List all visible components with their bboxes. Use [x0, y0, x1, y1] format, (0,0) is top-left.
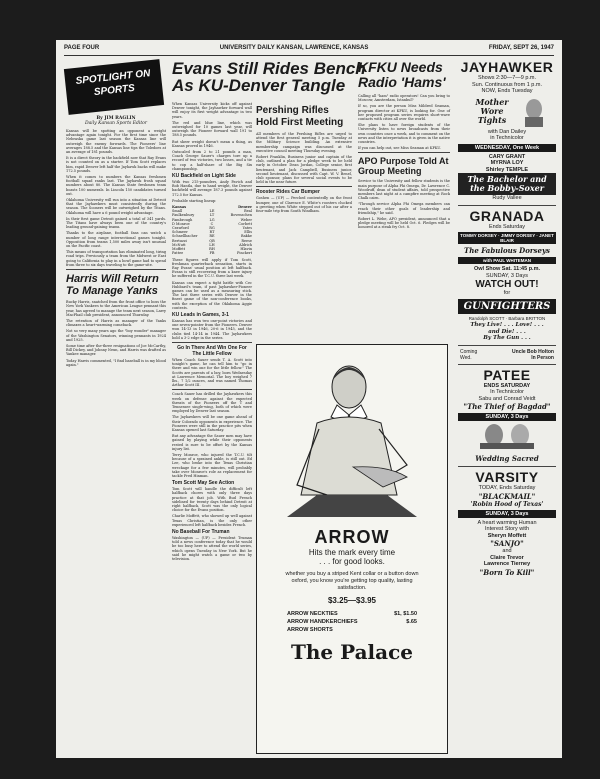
- lineup-cell: D Monroe: [172, 221, 190, 226]
- ad-tagline: Hits the mark every time: [308, 548, 396, 557]
- ad-item: ARROW NECKTIES $1, $1.50: [287, 611, 417, 617]
- promo-line: Interest Story with: [484, 526, 530, 532]
- spotlight-logo: SPOTLIGHT ON SPORTS: [64, 59, 164, 115]
- lineup-cell: Aldrich: [239, 242, 252, 247]
- divider: [458, 205, 556, 206]
- middle-column: [256, 102, 352, 215]
- paragraph: With two 215-pounders, Andy Pavich and Bob Hantla, due to hand weight, the Denver backfield will average 187.3 pounds against 172.5 for Kansas.: [172, 180, 252, 197]
- paragraph: Thanks to the airplane, football fans can watch a number of long range intersectional games tonight. Opposition from teams 1,500 miles away isn't unusual on the Pacific coast.: [66, 231, 166, 249]
- coming-title: Uncle Bob Holton: [512, 348, 554, 355]
- coming-label: Wed.: [460, 354, 472, 361]
- paragraph: This means of transportation has eliminated long, tiring road trips. Previously a team from the Midwest or East going to California to play in a bowl game had to spend from three to six days traveling to the game-site.: [66, 250, 166, 267]
- schedule-line: SUNDAY, 3 Days: [486, 272, 528, 279]
- paragraph: Oklahoma University will run into a situation at Detroit that the Jayhawkers must consistently during the season. The Sooners will be outweighed by the Titans. Oklahoma will have a 6 pound weight advantage.: [66, 198, 166, 215]
- schedule-line: Sun. Continuous from 1 p.m.: [471, 81, 542, 88]
- day-bar: SUNDAY, 3 Days: [458, 413, 556, 421]
- paragraph: If you can help out, see Miss Seaman at KFKU.: [358, 146, 442, 151]
- schedule-line: Sabu and Conrad Veidt: [478, 395, 536, 402]
- headline-kfku: KFKU Needs Radio 'Hams': [358, 59, 446, 90]
- theater-granada: GRANADA: [469, 207, 545, 224]
- lineup-cell: QB: [209, 238, 215, 243]
- ad-tagline-2: . . . for good looks.: [319, 557, 385, 566]
- lineup-cell: Bovenschen: [230, 213, 252, 218]
- paragraph: In their first game Detroit gained a total of 341 yards. The Titans have always been one of the country's leading ground-gaining teams.: [66, 216, 166, 230]
- paragraph: Goshen — (UP) — Perched contentedly on the front bumper, one of Clarence E. White's roosters clucked a greeting when White stepped out of his car after a four-mile trip from South Windham.: [256, 196, 352, 214]
- headline-apo: APO Purpose Told At Group Meeting: [358, 156, 449, 177]
- lineup-cell: Weber: [240, 217, 252, 222]
- paragraph: Bucky Harris, snatched from the front office to boss the New York Yankees to the American League pennant this year, has agreed to manage the team next season, Larry MacPhail club president, announced Thursday.: [66, 300, 166, 317]
- headline-harris: Harris Will Return To Manage Yanks: [66, 273, 159, 298]
- lineup-cell: Pinckert: [237, 251, 252, 256]
- newspaper-page: [56, 40, 562, 758]
- theater-patee: PATEE: [483, 366, 531, 383]
- evans-story-head: [172, 60, 372, 98]
- page-number: PAGE FOUR: [64, 45, 100, 51]
- paragraph: Some time after the-three resignations of Joe McCarthy, Bill Dickey, and Johnny Neun, and Harris was drafted as Yankee manager.: [66, 343, 166, 357]
- lineup-cell: FB: [209, 251, 215, 256]
- paragraph: When it comes to numbers the Kansas freshmen football squad ranks last. The Jayhawk frosh squad numbers about 80. The Kansas State freshmen team boasts 100 numerals. In Lincoln 150 candidates turned out.: [66, 175, 166, 196]
- lineup-cell: Hlavin: [240, 247, 252, 252]
- lineup-cell: Moffett: [172, 247, 186, 252]
- headline-rooster: Rooster Rides Car Bumper: [256, 189, 320, 196]
- lineup-intro: Probable starting lineup:: [172, 198, 217, 203]
- film-title: "The Thief of Bagdad": [463, 402, 551, 411]
- paragraph: These figures will apply if Tom Scott, freshman quarterback sensation, starts in Ray Evans' usual position at left halfback. Evans is still recovering from a knee injury he suffered in the T.C.U. three last week.: [172, 257, 252, 279]
- schedule-line: Shows 2:30—7—9 p.m.: [477, 75, 537, 81]
- cast-line: Lawrence Tierney: [483, 561, 531, 567]
- masthead: UNIVERSITY DAILY KANSAN, LAWRENCE, KANSAS: [219, 45, 369, 51]
- paragraph: Kansas can expect a tight battle with Cec Hubbard's team, if past Jayhawker-Pioneer games can be used as a measuring stick. The last three series with Denver in the finest game of the non-conference books, with the exception of the Oklahoma Aggie contests.: [172, 280, 252, 310]
- film-title: "BLACKMAIL": [478, 491, 536, 501]
- lineup-cell: McNutt: [172, 242, 186, 247]
- film-title: The Bachelor and the Bobby-Soxer: [458, 173, 556, 195]
- coming-line: [458, 355, 556, 361]
- byline: By JIM RAGLIN: [96, 116, 136, 121]
- paragraph: Robert Franklin, Business junior and captain of the club, outlined a plan for a pledge week to be held early in October. Dean Jordan, College senior, first lieutenant, and Jack Campbell, Business junior, second lieutenant, discussed with Capt. W. V. Benel, club sponsor, plans for several social events to be held in the near future.: [256, 155, 352, 185]
- schedule-line: ENDS SATURDAY: [483, 382, 531, 389]
- cast-line: with PAUL WHITEMAN: [458, 257, 556, 264]
- paragraph: Washington — (UP) — President Truman told a news conference today that he would be too busy here to attend the world series, which opens Tuesday in New York. But he said he might watch a game or two by television.: [172, 536, 252, 562]
- byline-role: Daily Kansan Sports Editor: [84, 121, 148, 126]
- cast-line: MYRNA LOY: [490, 160, 524, 166]
- schedule-line: In Technicolor: [490, 389, 524, 395]
- lineup-table: [172, 205, 252, 255]
- ad-body: whether you buy a striped Kent collar or a button down oxford, you know you're getting top quality, lasting satisfaction.: [285, 571, 419, 591]
- paragraph: Calling all "ham" radio operators! Can you bring to Moscow, Amsterdam, Istanbul?: [358, 94, 450, 103]
- subhead: Tom Scott May See Action: [172, 480, 235, 487]
- film-title: "Born To Kill": [479, 567, 535, 577]
- ad-item: ARROW SHORTS: [287, 627, 333, 633]
- lineup-cell: Bakke: [241, 234, 252, 239]
- headline-evans: Evans Still Rides Bench As KU-Denver Tangle: [172, 59, 366, 95]
- ad-brand: ARROW: [314, 527, 390, 547]
- divider: [458, 345, 556, 346]
- lineup-cell: Pattee: [172, 251, 184, 256]
- lineup-cell: Corbett: [238, 221, 252, 226]
- paragraph: But sheer weight doesn't mean a thing, as Kansas proved in 1946.: [172, 139, 252, 148]
- lineup-cell: Fambrough: [172, 217, 193, 222]
- paragraph: Outscaled from 2 to 21 pounds a man, Coach George Sauer's charges tore up a record of two victories, two losses, and a tie to cop a half-share of the Big Six championship.: [172, 150, 252, 171]
- paragraph: Service to the University and fellow students is the main purpose of Alpha Phi Omega, Dr. Lawrence C. Woodruff, dean of student affairs, told prospective members last night at a campfire meeting at Rock Chalk cairn.: [358, 179, 450, 201]
- day-bar: WEDNESDAY, One Week: [458, 144, 556, 152]
- lineup-cell: Yates: [242, 226, 252, 231]
- headline-go: Go In There And Win One For The Little Fellow: [177, 344, 247, 357]
- cast-line: Shirley TEMPLE: [485, 166, 529, 173]
- lineup-cell: LG: [209, 217, 215, 222]
- lineup-cell: Faulkenbury: [172, 213, 195, 218]
- cast-line: Randolph SCOTT · Barbara BRITTON: [468, 315, 546, 321]
- ad-price: $3.25—$3.95: [327, 596, 377, 605]
- divider: [256, 186, 352, 187]
- promo-line: Sheryn Moffett: [487, 532, 527, 539]
- divider: [172, 389, 252, 390]
- divider: [458, 364, 556, 365]
- paragraph: If so, you are the person Miss Mildred Seaman, program director at KFKU, is looking for. One of her proposed program series requires short-wave contacts with cities all over the world.: [358, 104, 450, 122]
- lineup-cell: Bertuzzi: [172, 238, 187, 243]
- tagline: By The Gun . . .: [483, 335, 531, 341]
- cast-line: CARY GRANT: [488, 153, 526, 160]
- lineup-cell: Schnellbacher: [172, 234, 198, 239]
- day-bar: SUNDAY, 3 Days: [458, 510, 556, 518]
- paragraph: It is a direct theory in the backfield now that Ray Evans is not counted on as a starter. If Tom Scott replaces him, rapid Denver left half the Jayhawk backs will make 172.5 pounds.: [66, 156, 166, 173]
- paragraph: Coach Sauer has drilled the Jayhawkers this week on defense against the expected threats of the Pioneers off the T and Tennessee single-wing, both of which were employed by Denver last season.: [172, 392, 252, 414]
- sports-column: [66, 60, 166, 369]
- schedule-line: Ends Saturday: [488, 223, 526, 230]
- film-title: Mother Wore Tights: [475, 97, 509, 125]
- paragraph: The retention of Harris as manager of the Yanks climaxes a heart-warming comeback.: [66, 318, 166, 328]
- page-header: [64, 45, 554, 56]
- film-title: The Fabulous Dorseys: [464, 246, 550, 255]
- cast-line: Rudy Vallee: [492, 195, 522, 201]
- lineup-header: Kansas: [172, 205, 187, 210]
- cast-line: TOMMY DORSEY · JIMMY DORSEY · JANET BLAIR: [458, 232, 556, 244]
- paragraph: Robert L. Webe, APO president, announced that a pledge meeting will be held Oct. 6. Pledges will be honored at a steak fry Oct. 8.: [358, 217, 450, 230]
- lineup-cell: Ellis: [244, 230, 252, 235]
- theater-varsity: VARSITY: [475, 469, 539, 485]
- divider: [66, 269, 166, 270]
- lineup-cell: Reese: [241, 238, 252, 243]
- coming-label: Coming: [460, 348, 478, 355]
- schedule-line: TODAY, Ends Saturday: [478, 485, 536, 491]
- paragraph: Kansas has won two one-point victories and one seven-pointer from the Pioneers. Denver won 14-13 in 1946, 20-6 in 1945, and the clubs tied 14-14 in 1944. The Jayhawkers hold a 3-2 edge in the series.: [172, 318, 252, 340]
- headline-baseball: No Baseball For Truman: [172, 529, 230, 536]
- divider: [172, 342, 252, 343]
- lineup-cell: Beal: [244, 209, 252, 214]
- cast-line: Claire Trevor: [490, 554, 524, 561]
- tagline: They Live! . . . Love! . . .: [470, 322, 544, 328]
- paragraph: Charlie Moffett, who showed up well against Texas Christian, is the only other experienced left halfback besides French.: [172, 514, 252, 527]
- paragraph: When Kansas University kicks off against Denver tonight, the Jayhawker forward wall will enjoy its first weight advantage in two years.: [172, 102, 252, 119]
- theater-jayhawker: JAYHAWKER: [460, 59, 554, 75]
- couple-portrait: [472, 423, 542, 449]
- paragraph: Tom Scott will handle the difficult left halfback chores with only three days practice at that job. With Bud French sidelined for twenty days behind Detroit at right halfback, Scott was the only logical choice for the Evans position.: [172, 487, 252, 513]
- cast-line: in Technicolor: [490, 135, 524, 141]
- theater-listings: [458, 60, 556, 754]
- film-promo: [458, 97, 556, 127]
- paragraph: "Through service Alpha Phi Omega members can reach their other goals of leadership and friendship," he said.: [358, 202, 450, 215]
- divider: [458, 466, 556, 467]
- ad-illustration: [257, 345, 445, 523]
- lineup-cell: C: [210, 221, 214, 226]
- paragraph: The red and blue line, which was outweighed for 10 games last year, will outweigh the Pioneer forward wall 191 to 188.5 pounds.: [172, 120, 252, 138]
- film-title: 'Robin Hood of Texas': [470, 500, 544, 508]
- cast-line: with Dan Dailey: [487, 128, 527, 135]
- watch-out: WATCH OUT!: [475, 279, 539, 290]
- lineup-header: Denver: [238, 205, 252, 210]
- evans-column-1: [172, 102, 252, 563]
- kfku-column: [358, 60, 450, 232]
- paragraph: Kansas will be spotting an opponent a weight advantage again tonight. For the first time since the Nebraska game last season the Kansas line will outweigh the enemy forwards. The Pioneers' line averages 188.5 and the Kansas line tips the Toledoes at an average of 181 pounds.: [66, 129, 166, 155]
- paragraph: The Jayhawkers will be one game ahead of their Colorado opponents in experience. The Pioneers were still in the practice pits when Kansas opened last Saturday.: [172, 415, 252, 432]
- paragraph: Not so very many years ago the "boy wonder" manager of the Washington Senators, winning pennants in 1924 and 1925.: [66, 329, 166, 342]
- issue-date: FRIDAY, SEPT 26, 1947: [488, 45, 554, 51]
- paragraph: But any advantage the Sauer men may have gained by playing while their opponents rested is sure to be offset by the Kansas injury list.: [172, 434, 252, 451]
- schedule-line: for: [503, 290, 511, 296]
- paragraph: Today Harris commented, "I find baseball is in my blood again.": [66, 358, 166, 367]
- paragraph: When Coach Sauer sends T. A. Scott into tonight's game, he can tell him to "go in there and win one for the little fellow." The Scotts are parents of a boy, born Wednesday at Lawrence Memorial. The boy weighed 7 lbs., 7 1/2 ounces, and was named Thomas Arthur Scott III.: [172, 357, 252, 388]
- lineup-cell: Schmeer: [172, 230, 188, 235]
- cast-line: and: [502, 548, 512, 554]
- actress-portrait: [521, 97, 547, 127]
- lineup-cell: LT: [209, 213, 215, 218]
- film-title: Wedding Sacred: [475, 454, 539, 463]
- lineup-cell: RH: [209, 247, 215, 252]
- ad-item-list: [257, 610, 447, 634]
- paragraph: She plans to have foreign students of the University listen to news broadcasts from their own countries once a week, and to comment on the news and the interpretation it is given in the native countries.: [358, 123, 450, 145]
- lineup-cell: LE: [209, 209, 215, 214]
- coming-title: In Person: [531, 354, 554, 361]
- arrow-shirt-ad: [256, 344, 448, 754]
- ad-store: The Palace: [290, 640, 414, 664]
- tagline: and Die! . . .: [488, 328, 526, 335]
- lineup-cell: RT: [209, 230, 215, 235]
- lineup-cell: Crawford: [172, 226, 189, 231]
- film-title: GUNFIGHTERS: [458, 299, 556, 314]
- paragraph: Terry Monroe, who injured the T.C.U. tilt because of a sprained ankle, is still out. Ed Lee, who broke into the Texas Christian wreckage for a few minutes, will probably take over Monroe's role as replacement for tackle Fred Hinman.: [172, 453, 252, 479]
- schedule-line: NOW, Ends Tuesday: [481, 88, 533, 94]
- ad-item: ARROW HANDKERCHIEFS $.65: [287, 619, 417, 625]
- lineup-cell: Small: [172, 209, 183, 214]
- subhead: KU Leads in Games, 3-1: [172, 311, 229, 318]
- promo-line: A heart warming Human: [477, 519, 537, 526]
- divider: [358, 152, 450, 153]
- lineup-cell: RE: [209, 234, 215, 239]
- paragraph: All members of the Pershing Rifles are urged to attend the first general meeting 5 p.m. Tuesday at the Military Science building. An extensive membership campaign was discussed at the executive council meeting Thursday evening.: [256, 132, 352, 153]
- subhead: KU Backfield on Light Side: [172, 173, 236, 180]
- headline-pershing: Pershing Rifles Hold First Meeting: [256, 105, 344, 128]
- film-title: "SANJO": [490, 539, 524, 548]
- schedule-line: Owl Show Sat. 11:45 p.m.: [473, 266, 541, 272]
- lineup-cell: RG: [209, 226, 215, 231]
- lineup-cell: LH: [209, 242, 215, 247]
